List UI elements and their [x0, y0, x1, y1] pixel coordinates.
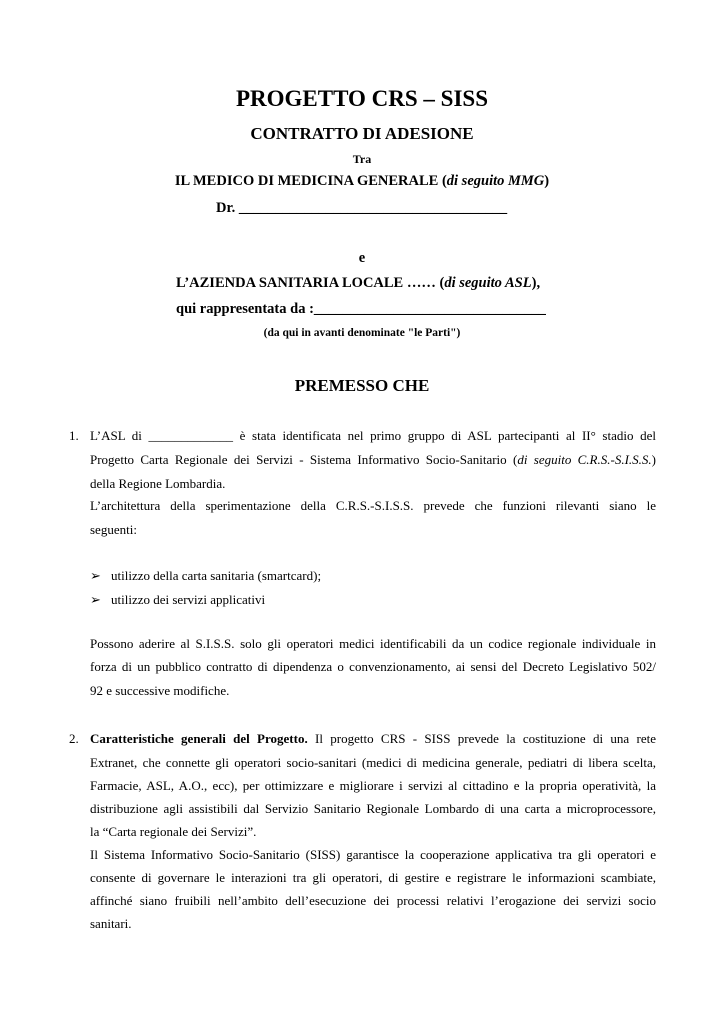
document-subtitle: CONTRATTO DI ADESIONE: [250, 124, 474, 143]
mmg-main: IL MEDICO DI MEDICINA GENERALE (: [174, 173, 447, 189]
tra-label: Tra: [352, 152, 372, 166]
section-1-number: 1.: [69, 428, 79, 443]
mmg-italic: di seguito MMG: [446, 173, 545, 189]
section-1-line-5: seguenti:: [90, 522, 137, 537]
representative-label: qui rappresentata da :: [176, 301, 314, 317]
asl-main: L’AZIENDA SANITARIA LOCALE …… (: [176, 275, 445, 291]
doctor-label: Dr.: [216, 200, 239, 216]
bullet-item: utilizzo della carta sanitaria (smartcard);: [111, 568, 322, 583]
section-1-line-2-b: ): [651, 452, 657, 467]
asl-party-line: [176, 275, 540, 292]
bullet-arrow-icon: ➢: [90, 592, 101, 607]
section-1-line-2-italic: di seguito C.R.S.-S.I.S.S.: [517, 452, 652, 467]
section-2-line-1-rest: Il progetto CRS - SISS prevede la costituzione di una rete: [307, 731, 656, 746]
asl-end: ),: [531, 275, 541, 291]
mmg-end: ): [544, 173, 550, 189]
representative-line: [176, 301, 546, 318]
bullet-item: utilizzo dei servizi applicativi: [111, 592, 266, 607]
section-1-line-6: Possono aderire al S.I.S.S. solo gli operatori medici identificabili da un codice regionale individuale in: [90, 636, 656, 651]
parties-note: (da qui in avanti denominate "le Parti"): [263, 327, 461, 339]
section-1-line-4: L’architettura della sperimentazione della C.R.S.-S.I.S.S. prevede che funzioni rilevanti siano le: [90, 498, 656, 513]
bullet-arrow-icon: ➢: [90, 568, 101, 583]
section-2-line-1: [90, 731, 656, 747]
section-1-line-8: 92 e successive modifiche.: [90, 683, 230, 698]
section-2-line-7: consente di governare le interazioni tra gli operatori, di gestire e registrare le informazioni scambiate,: [90, 870, 656, 885]
section-2-line-8: affinché siano fruibili nell’ambito dell’esecuzione dei processi relativi l’erogazione dei servizi socio: [90, 893, 656, 908]
doctor-name-line: [216, 200, 507, 217]
section-2-line-4: distribuzione agli assistibili dal Servizio Sanitario Regionale Lombardo di una carta a microprocessore,: [90, 801, 656, 816]
section-2-line-5: la “Carta regionale dei Servizi”.: [90, 824, 257, 839]
section-1-line-7: forza di un pubblico contratto di dipendenza o convenzionamento, ai sensi del Decreto Legislativo 502/: [90, 659, 656, 674]
section-2-number: 2.: [69, 731, 79, 746]
conjunction-e: e: [358, 250, 366, 266]
document-title: PROGETTO CRS – SISS: [235, 86, 489, 111]
section-2-line-9: sanitari.: [90, 916, 132, 931]
section-1-line-1: L’ASL di _____________ è stata identificata nel primo gruppo di ASL partecipanti al II° stadio del: [90, 428, 656, 443]
section-2-heading: Caratteristiche generali del Progetto.: [90, 731, 308, 746]
section-2-line-6: Il Sistema Informativo Socio-Sanitario (SISS) garantisce la cooperazione applicativa tra gli operatori e: [90, 847, 656, 862]
mmg-party-line: [0, 173, 724, 190]
section-2-line-3: Farmacie, ASL, A.O., ecc), per ottimizzare e migliorare i servizi al cittadino e la propria operatività, la: [90, 778, 656, 793]
premesso-heading: PREMESSO CHE: [294, 376, 430, 395]
asl-italic: di seguito ASL: [444, 275, 532, 291]
section-1-line-2: [90, 452, 656, 468]
doctor-name-blank: _____________________________________: [238, 200, 508, 216]
section-1-line-3: della Regione Lombardia.: [90, 476, 226, 491]
section-2-line-2: Extranet, che connette gli operatori socio-sanitari (medici di medicina generale, pediatri di libera scelta,: [90, 755, 656, 770]
representative-blank: ________________________________: [313, 301, 546, 317]
section-1-line-2-a: Progetto Carta Regionale dei Servizi - Sistema Informativo Socio-Sanitario (: [90, 452, 518, 467]
